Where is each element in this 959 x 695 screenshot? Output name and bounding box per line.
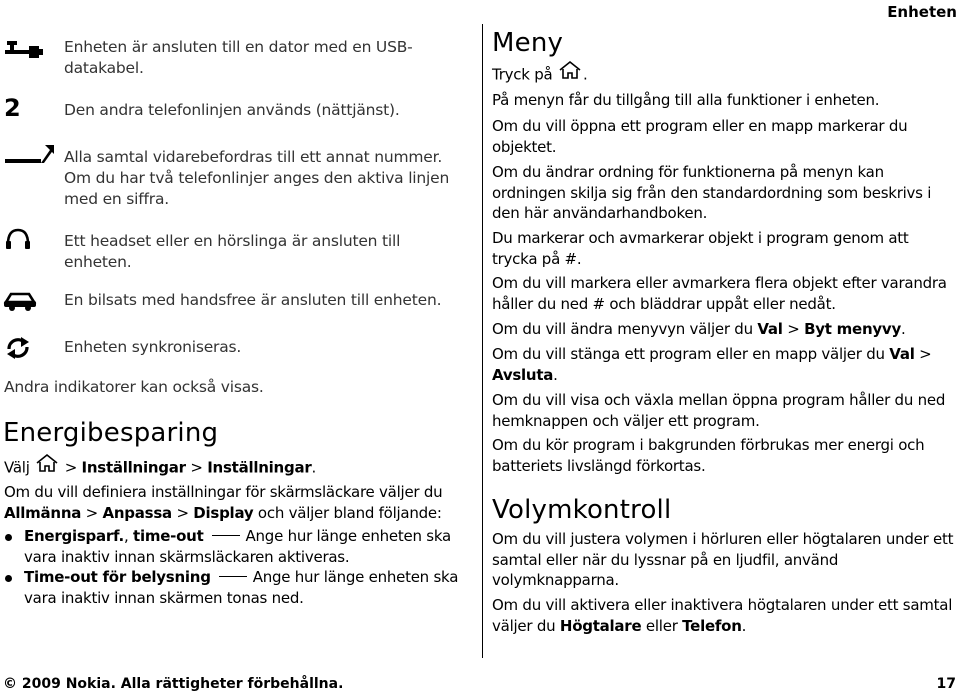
indicator-line-two-text: Den andra telefonlinjen används (nättjänst).	[64, 101, 400, 119]
sync-icon	[5, 336, 31, 364]
indicator-headset-text: Ett headset eller en hörslinga är ansluten till enheten.	[64, 232, 401, 271]
call-divert-icon	[4, 143, 54, 171]
energy-bullet-1: Energisparf., time-out Ange hur länge enheten ska vara inaktiv innan skärmsläckaren aktiveras.	[24, 527, 451, 566]
menu-p9: Om du kör program i bakgrunden förbrukas mer energi och batteriets livslängd förkortas.	[492, 436, 925, 475]
bullet-dot	[5, 575, 12, 582]
headset-icon	[5, 228, 31, 256]
menu-heading: Meny	[492, 28, 564, 58]
column-divider	[482, 24, 483, 658]
bullet-dot	[5, 534, 12, 541]
footer-copyright: © 2009 Nokia. Alla rättigheter förbehållna.	[3, 676, 344, 692]
menu-p8: Om du vill visa och växla mellan öppna program håller du ned hemknappen och väljer ett program.	[492, 391, 946, 430]
volume-p2: Om du vill aktivera eller inaktivera högtalaren under ett samtal väljer du Högtalare eller Telefon.	[492, 596, 953, 635]
energy-path: Välj > Inställningar > Inställningar.	[4, 455, 474, 481]
menu-p5: Om du vill markera eller avmarkera flera objekt efter varandra håller du ned # och bläddrar uppåt eller nedåt.	[492, 274, 947, 313]
energy-heading: Energibesparing	[3, 418, 219, 448]
menu-p4: Du markerar och avmarkerar objekt i program genom att trycka på #.	[492, 229, 909, 268]
menu-p6: Om du vill ändra menyvyn väljer du Val > Byt menyvy.	[492, 320, 906, 338]
indicator-sync-text: Enheten synkroniseras.	[64, 338, 242, 356]
home-icon	[557, 60, 583, 86]
indicator-divert-text: Alla samtal vidarebefordras till ett annat nummer. Om du har två telefonlinjer anges den aktiva linjen med en siffra.	[64, 148, 450, 208]
page-number: 17	[936, 676, 956, 692]
home-icon	[34, 453, 60, 479]
menu-press: Tryck på .	[492, 62, 952, 88]
menu-p3: Om du ändrar ordning för funktionerna på menyn kan ordningen skilja sig från den standardordning som beskrivs i den här användarhandboken.	[492, 163, 932, 222]
menu-p7: Om du vill stänga ett program eller en mapp väljer du Val > Avsluta.	[492, 345, 932, 384]
section-header: Enheten	[887, 3, 957, 21]
usb-cable-icon	[4, 38, 44, 68]
car-kit-icon	[3, 290, 37, 316]
menu-p2: Om du vill öppna ett program eller en mapp markerar du objektet.	[492, 117, 908, 156]
energy-intro: Om du vill definiera inställningar för skärmsläckare väljer du Allmänna > Anpassa > Display och väljer bland följande:	[4, 483, 443, 522]
line-two-icon: 2	[4, 94, 21, 122]
volume-heading: Volymkontroll	[492, 495, 672, 525]
menu-p1: På menyn får du tillgång till alla funktioner i enheten.	[492, 91, 880, 109]
energy-bullet-2: Time-out för belysning Ange hur länge enheten ska vara inaktiv innan skärmen tonas ned.	[24, 568, 459, 607]
other-indicators-text: Andra indikatorer kan också visas.	[4, 378, 264, 396]
indicator-car-kit-text: En bilsats med handsfree är ansluten till enheten.	[64, 291, 442, 309]
volume-p1: Om du vill justera volymen i hörluren eller högtalaren under ett samtal eller när du lyssnar på en ljudfil, använd volymknapparna.	[492, 530, 954, 589]
indicator-usb-text: Enheten är ansluten till en dator med en USB-datakabel.	[64, 38, 413, 77]
